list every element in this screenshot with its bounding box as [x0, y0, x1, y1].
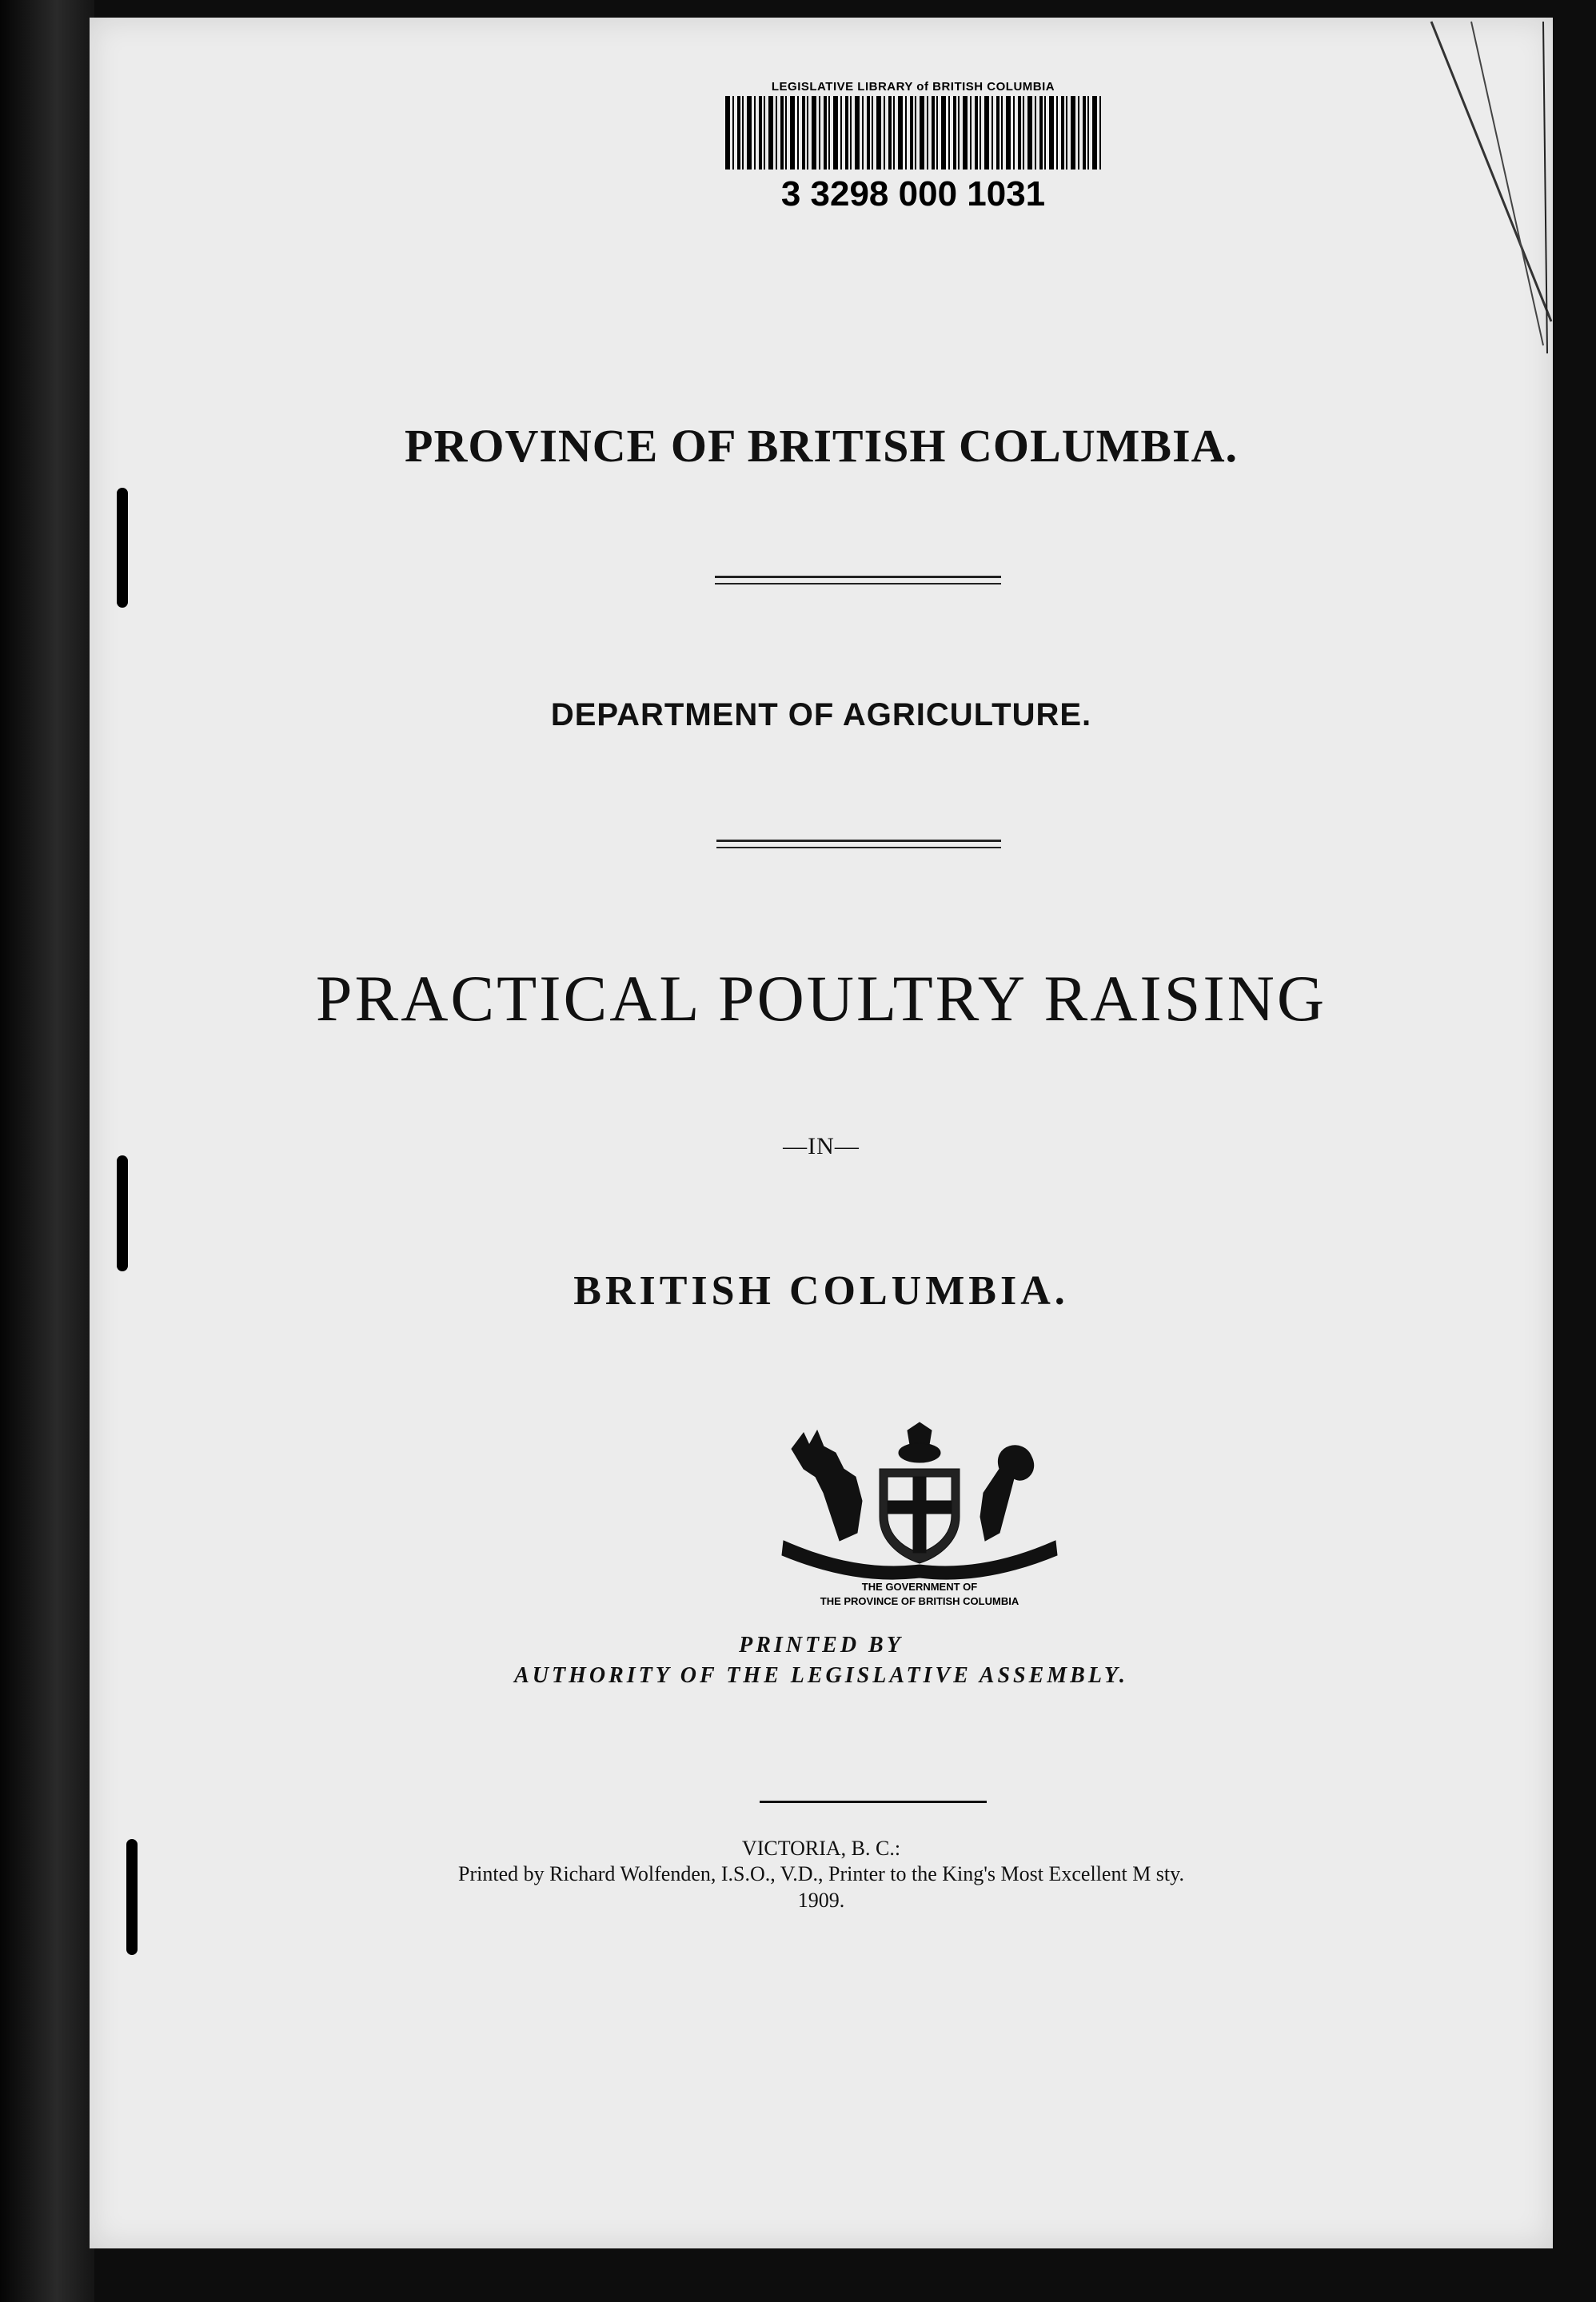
provincial-coat-of-arms	[760, 1421, 1079, 1613]
coat-of-arms-icon	[760, 1421, 1079, 1581]
barcode-number: 3 3298 000 1031	[780, 174, 1046, 213]
printed-by-line: PRINTED BY	[739, 1633, 904, 1658]
double-rule-divider	[715, 576, 1001, 584]
scan-margin-mark	[117, 1155, 128, 1271]
scan-margin-mark	[126, 1839, 138, 1955]
book-binding-edge	[0, 0, 94, 2302]
department-heading: DEPARTMENT OF AGRICULTURE.	[550, 697, 1092, 732]
barcode-bars	[725, 96, 1101, 170]
crest-caption-line1: THE GOVERNMENT OF	[861, 1581, 978, 1593]
title-place: BRITISH COLUMBIA.	[573, 1268, 1069, 1314]
title-page	[90, 18, 1553, 2248]
imprint-printer: Printed by Richard Wolfenden, I.S.O., V.D., Printer to the King's Most Excellent M sty.	[458, 1862, 1184, 1885]
province-heading: PROVINCE OF BRITISH COLUMBIA.	[405, 420, 1238, 472]
scan-margin-mark	[117, 488, 128, 608]
imprint-divider	[760, 1801, 987, 1804]
title-connector: —IN—	[783, 1133, 860, 1159]
page-fold-corner	[1423, 18, 1553, 353]
imprint-year: 1909.	[797, 1889, 845, 1912]
crest-caption-line2: THE PROVINCE OF BRITISH COLUMBIA	[820, 1595, 1019, 1607]
barcode-library-name: LEGISLATIVE LIBRARY of BRITISH COLUMBIA	[771, 80, 1055, 94]
authority-line: AUTHORITY OF THE LEGISLATIVE ASSEMBLY.	[514, 1663, 1128, 1688]
document-title: PRACTICAL POULTRY RAISING	[315, 962, 1327, 1035]
library-barcode	[725, 80, 1101, 216]
double-rule-divider	[716, 840, 1001, 848]
imprint-place: VICTORIA, B. C.:	[741, 1837, 901, 1860]
